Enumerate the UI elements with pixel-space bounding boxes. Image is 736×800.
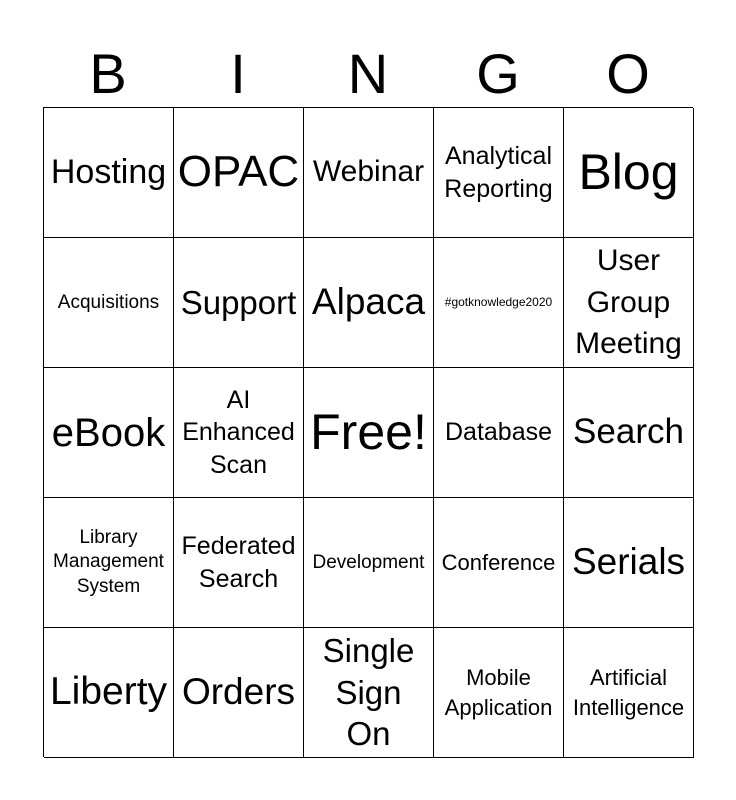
bingo-cell-label: Analytical Reporting bbox=[444, 142, 553, 203]
bingo-cell[interactable] bbox=[304, 238, 434, 368]
bingo-cell[interactable] bbox=[174, 628, 304, 758]
header-letter-g: G bbox=[476, 42, 520, 105]
bingo-cell-label: Acquisitions bbox=[57, 291, 160, 313]
header-letter-i: I bbox=[230, 42, 246, 105]
bingo-cell[interactable] bbox=[434, 238, 564, 368]
bingo-cell[interactable] bbox=[304, 628, 434, 758]
bingo-cell[interactable] bbox=[564, 628, 694, 758]
bingo-cell-label: Blog bbox=[578, 143, 679, 200]
bingo-cell[interactable] bbox=[44, 498, 174, 628]
bingo-cell-label: Mobile Application bbox=[444, 664, 553, 720]
header-letter-n: N bbox=[347, 42, 389, 105]
bingo-cell[interactable] bbox=[304, 108, 434, 238]
bingo-cell[interactable] bbox=[44, 368, 174, 498]
header-letter-b: B bbox=[89, 42, 127, 105]
bingo-cell-label: Serials bbox=[571, 541, 686, 583]
bingo-cell[interactable] bbox=[564, 108, 694, 238]
bingo-cell-label: Orders bbox=[181, 671, 296, 713]
bingo-cell[interactable] bbox=[304, 498, 434, 628]
bingo-cell-label: eBook bbox=[51, 410, 166, 455]
bingo-cell[interactable] bbox=[174, 238, 304, 368]
bingo-cell[interactable] bbox=[174, 498, 304, 628]
bingo-cell[interactable] bbox=[174, 368, 304, 498]
bingo-cell[interactable] bbox=[434, 108, 564, 238]
bingo-cell-label: Artificial Intelligence bbox=[572, 664, 685, 720]
bingo-cell[interactable] bbox=[434, 498, 564, 628]
bingo-cell-label: OPAC bbox=[177, 147, 300, 197]
bingo-cell-label: Free! bbox=[310, 403, 427, 460]
bingo-cell[interactable] bbox=[44, 628, 174, 758]
bingo-cell-label: Webinar bbox=[312, 155, 425, 189]
bingo-cell[interactable] bbox=[174, 108, 304, 238]
bingo-cell-label: Development bbox=[312, 551, 425, 573]
bingo-cell-label: Alpaca bbox=[311, 281, 426, 323]
bingo-cell-label: Hosting bbox=[50, 152, 167, 191]
bingo-cell-label: Conference bbox=[441, 549, 556, 575]
bingo-cell-label: Database bbox=[444, 418, 553, 447]
bingo-header bbox=[43, 40, 693, 108]
bingo-board bbox=[43, 107, 693, 757]
bingo-cell-label: Single Sign On bbox=[322, 631, 415, 753]
bingo-cell-label: Federated Search bbox=[181, 532, 296, 593]
bingo-cell[interactable] bbox=[564, 368, 694, 498]
bingo-cell-label: Support bbox=[180, 283, 297, 321]
bingo-cell[interactable] bbox=[564, 498, 694, 628]
bingo-cell[interactable] bbox=[434, 628, 564, 758]
bingo-cell-label: User Group Meeting bbox=[575, 244, 682, 361]
bingo-cell[interactable] bbox=[44, 108, 174, 238]
bingo-cell-label: AI Enhanced Scan bbox=[182, 385, 295, 479]
bingo-cell[interactable] bbox=[564, 238, 694, 368]
bingo-cell-label: Library Management System bbox=[53, 527, 164, 597]
bingo-cell-label: Liberty bbox=[49, 670, 168, 714]
bingo-cell-label: Search bbox=[573, 412, 684, 452]
header-letter-o: O bbox=[606, 42, 650, 105]
bingo-cell[interactable] bbox=[434, 368, 564, 498]
bingo-cell[interactable] bbox=[44, 238, 174, 368]
bingo-cell-label: #gotknowledge2020 bbox=[444, 294, 553, 309]
bingo-cell[interactable] bbox=[304, 368, 434, 498]
